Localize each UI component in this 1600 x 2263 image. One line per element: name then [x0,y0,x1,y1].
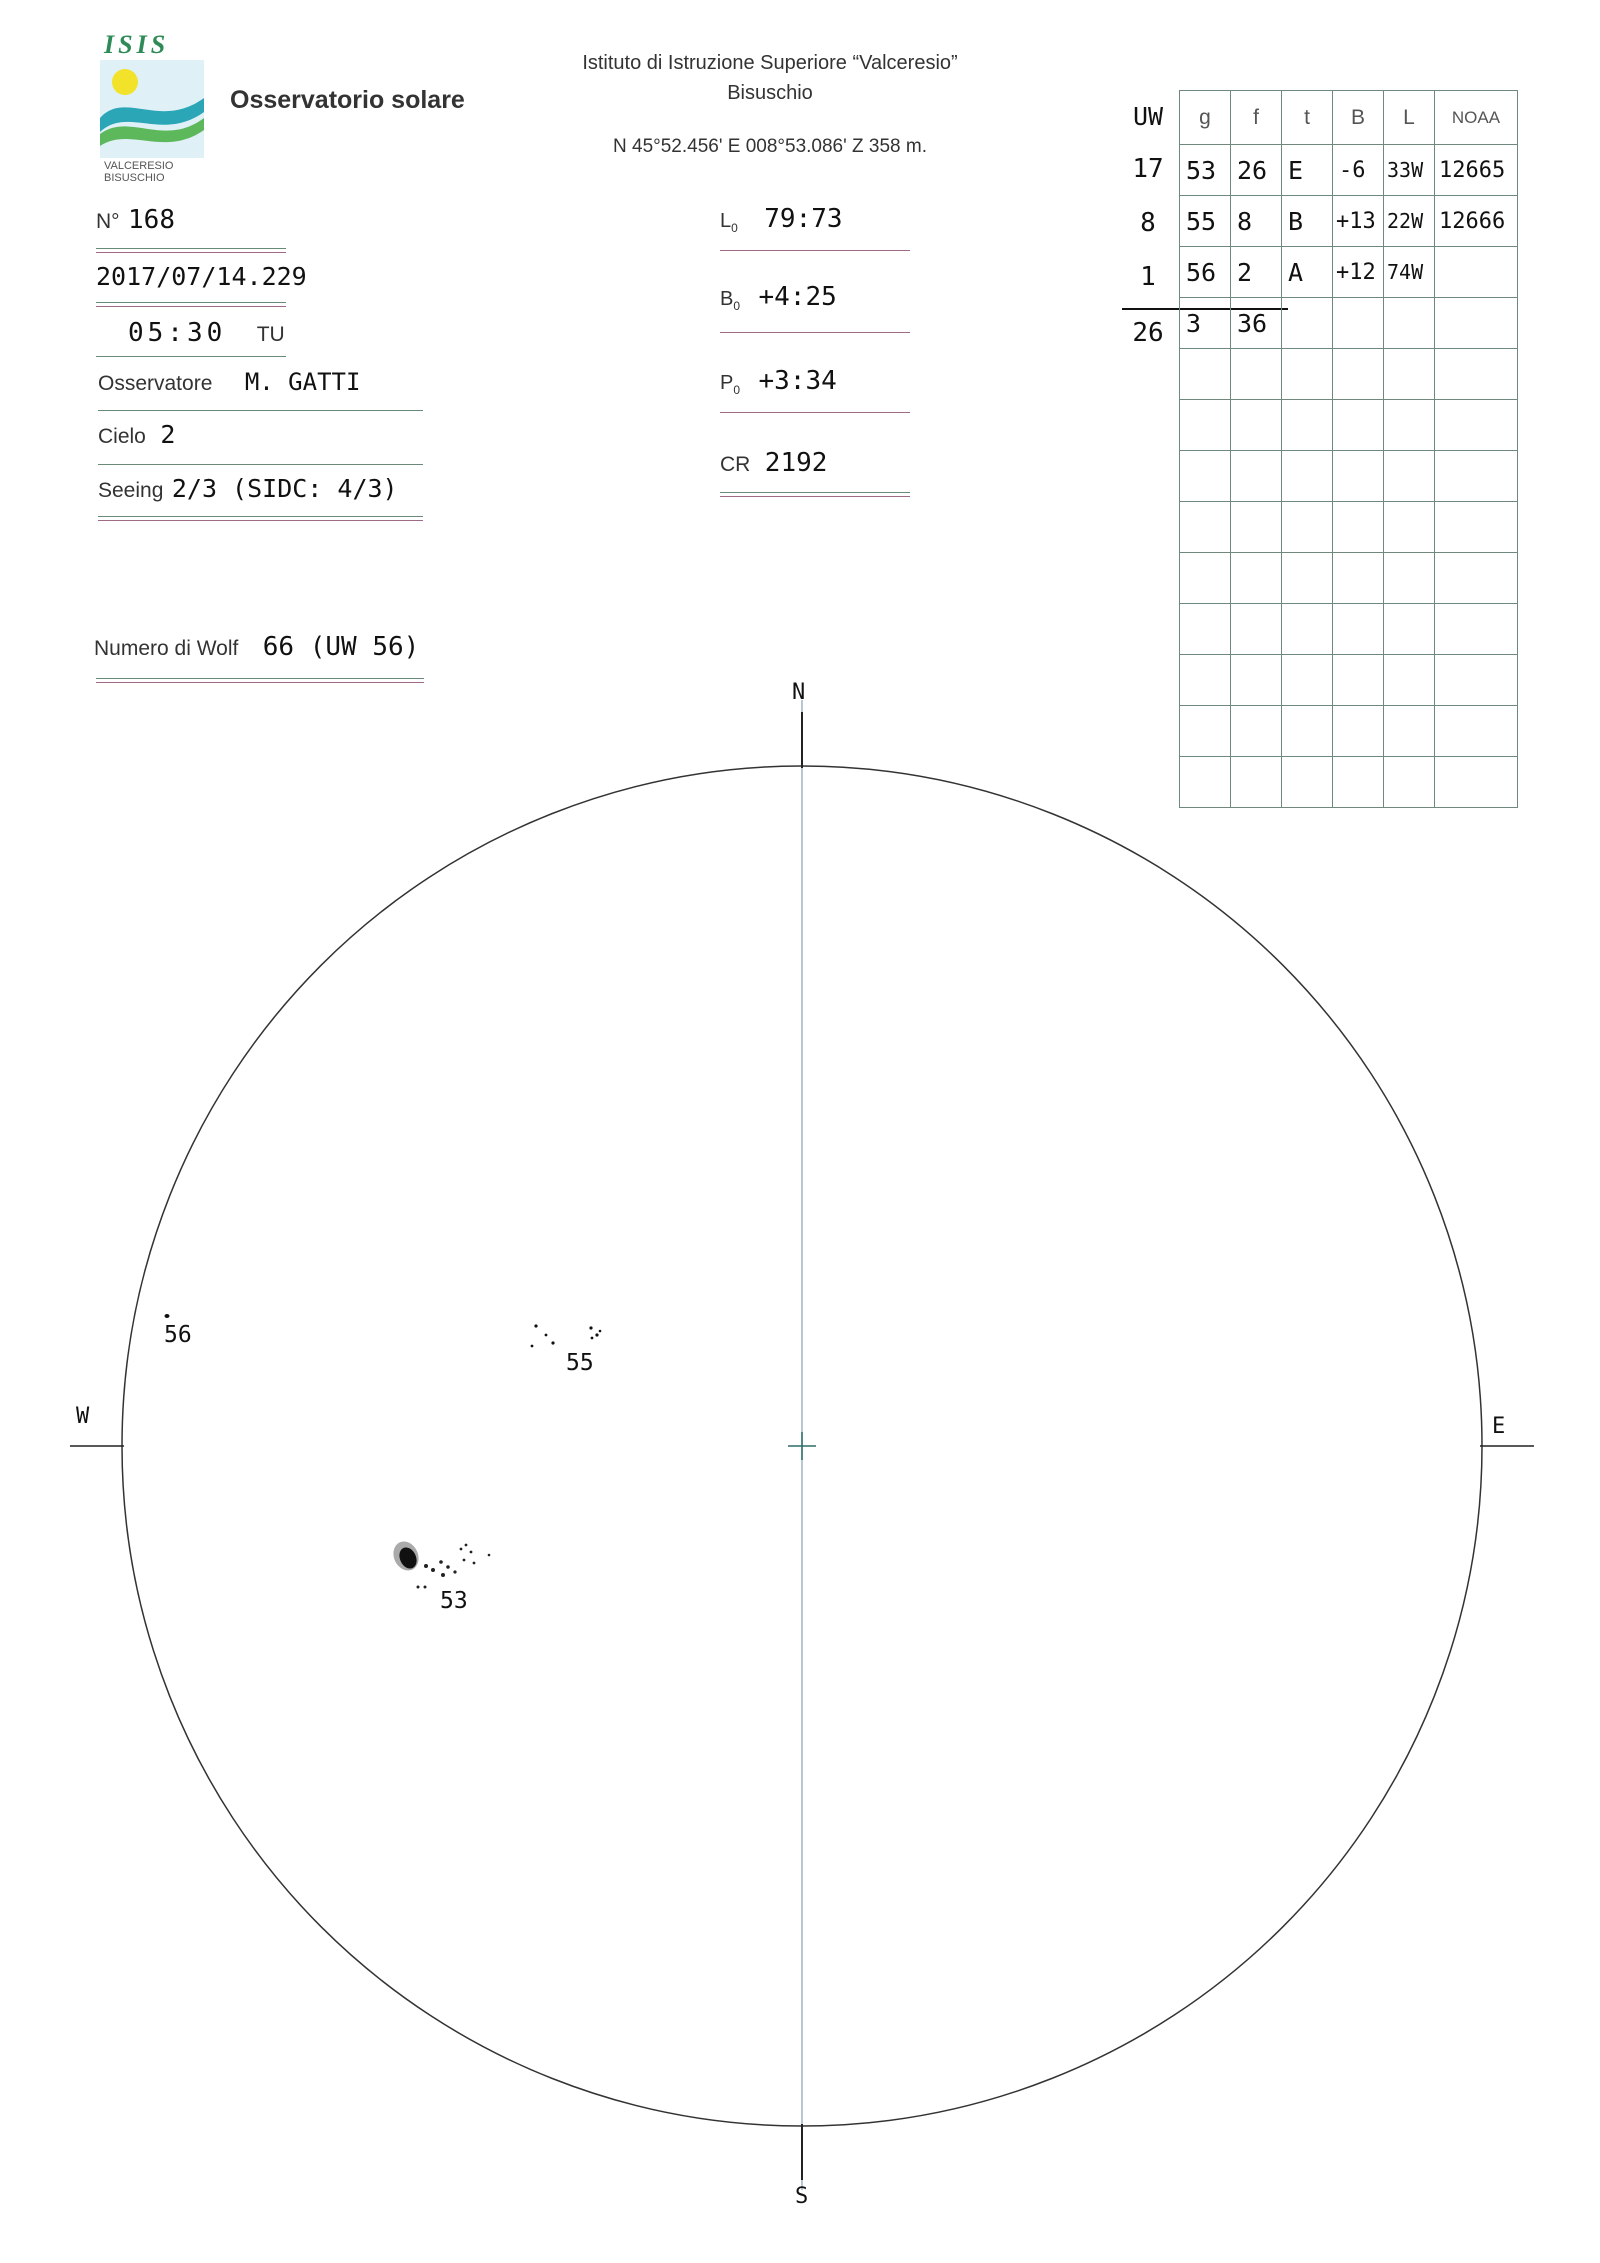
table-row [1180,349,1518,400]
sunspot-group-55 [531,1324,602,1347]
total-f: 36 [1231,298,1282,349]
table-row [1180,553,1518,604]
table-row [1180,247,1518,298]
cell-noaa [1435,247,1518,298]
institute-name: Istituto di Istruzione Superiore “Valceresio” [582,52,958,74]
observatory-coordinates: N 45°52.456' E 008°53.086' Z 358 m. [613,136,927,157]
b0-label: $B_0$ [720,288,741,313]
cell-noaa: 12666 [1435,196,1518,247]
cell-t: A [1282,247,1333,298]
uw-header: UW [1132,102,1164,131]
record-number-value: 168 [128,205,175,235]
header-l: L [1384,91,1435,145]
cell-b: -6 [1333,145,1384,196]
l0-field [720,204,843,235]
observer-name: M. GATTI [244,368,361,396]
wolf-number-field [94,632,419,662]
logo-text-2: BISUSCHIO [104,172,165,184]
sky-value: 2 [160,420,176,449]
uw-row-1: 17 [1132,154,1164,184]
cr-value: 2192 [764,448,828,478]
table-row [1180,145,1518,196]
cell-l: 22W [1384,196,1435,247]
p0-field [720,366,837,397]
cell-f: 26 [1231,145,1282,196]
cell-t: B [1282,196,1333,247]
seeing-label: Seeing [98,479,164,502]
cell-l: 33W [1384,145,1435,196]
b0-field [720,282,837,313]
logo [98,30,208,184]
sunspot-group-53 [389,1537,491,1588]
l0-value: 79:73 [764,204,843,234]
cell-l: 74W [1384,247,1435,298]
observer-label: Osservatore [98,372,213,395]
observation-date: 2017/07/14.229 [96,262,307,291]
time-unit: TU [256,323,285,346]
header-g: g [1180,91,1231,145]
cell-b: +13 [1333,196,1384,247]
cr-label: CR [720,453,751,476]
table-header-row [1180,91,1518,145]
logo-text-1: VALCERESIO [104,160,174,172]
cell-g: 56 [1180,247,1231,298]
uw-row-3: 1 [1140,262,1156,292]
table-total-row [1180,298,1518,349]
record-number-label: N° [96,210,120,233]
cell-t: E [1282,145,1333,196]
record-number-field [96,205,175,235]
table-row [1180,400,1518,451]
seeing-field [98,474,398,503]
institute-town: Bisuschio [727,82,813,104]
header-f: f [1231,91,1282,145]
logo-mark: ISIS [104,30,170,59]
wolf-number-value: 66 (UW 56) [262,632,420,662]
observatory-title: Osservatorio solare [230,86,465,114]
cell-noaa: 12665 [1435,145,1518,196]
p0-label: $P_0$ [720,372,741,397]
cell-b: +12 [1333,247,1384,298]
header-t: t [1282,91,1333,145]
empty-cell [1282,298,1333,349]
p0-value: +3:34 [758,366,837,396]
observer-field [98,368,360,396]
east-label: E [1492,1414,1506,1439]
header-b: B [1333,91,1384,145]
sky-field [98,420,175,449]
uw-row-2: 8 [1140,208,1156,238]
table-row [1180,451,1518,502]
total-g: 3 [1180,298,1231,349]
cell-f: 2 [1231,247,1282,298]
west-label: W [76,1404,90,1429]
uw-total: 26 [1132,318,1164,348]
observation-time-field [128,318,285,348]
solar-disk-drawing [0,660,1600,2220]
sunspot [165,1314,170,1318]
empty-cell [1435,298,1518,349]
north-label: N [792,680,806,705]
l0-label: $L_0$ [720,210,738,235]
logo-emblem [100,60,204,158]
seeing-value: 2/3 (SIDC: 4/3) [171,474,398,503]
sky-label: Cielo [98,425,146,448]
cell-g: 53 [1180,145,1231,196]
group-label-56: 56 [164,1322,192,1348]
table-row [1180,502,1518,553]
table-row [1180,196,1518,247]
cell-f: 8 [1231,196,1282,247]
group-label-55: 55 [566,1350,594,1376]
cell-g: 55 [1180,196,1231,247]
empty-cell [1384,298,1435,349]
wolf-number-label: Numero di Wolf [94,637,239,660]
header-noaa: NOAA [1435,91,1518,145]
observation-time: 05:30 [128,318,227,348]
south-label: S [795,2184,809,2209]
group-label-53: 53 [440,1588,468,1614]
cr-field [720,448,827,478]
b0-value: +4:25 [758,282,837,312]
empty-cell [1333,298,1384,349]
table-row [1180,604,1518,655]
